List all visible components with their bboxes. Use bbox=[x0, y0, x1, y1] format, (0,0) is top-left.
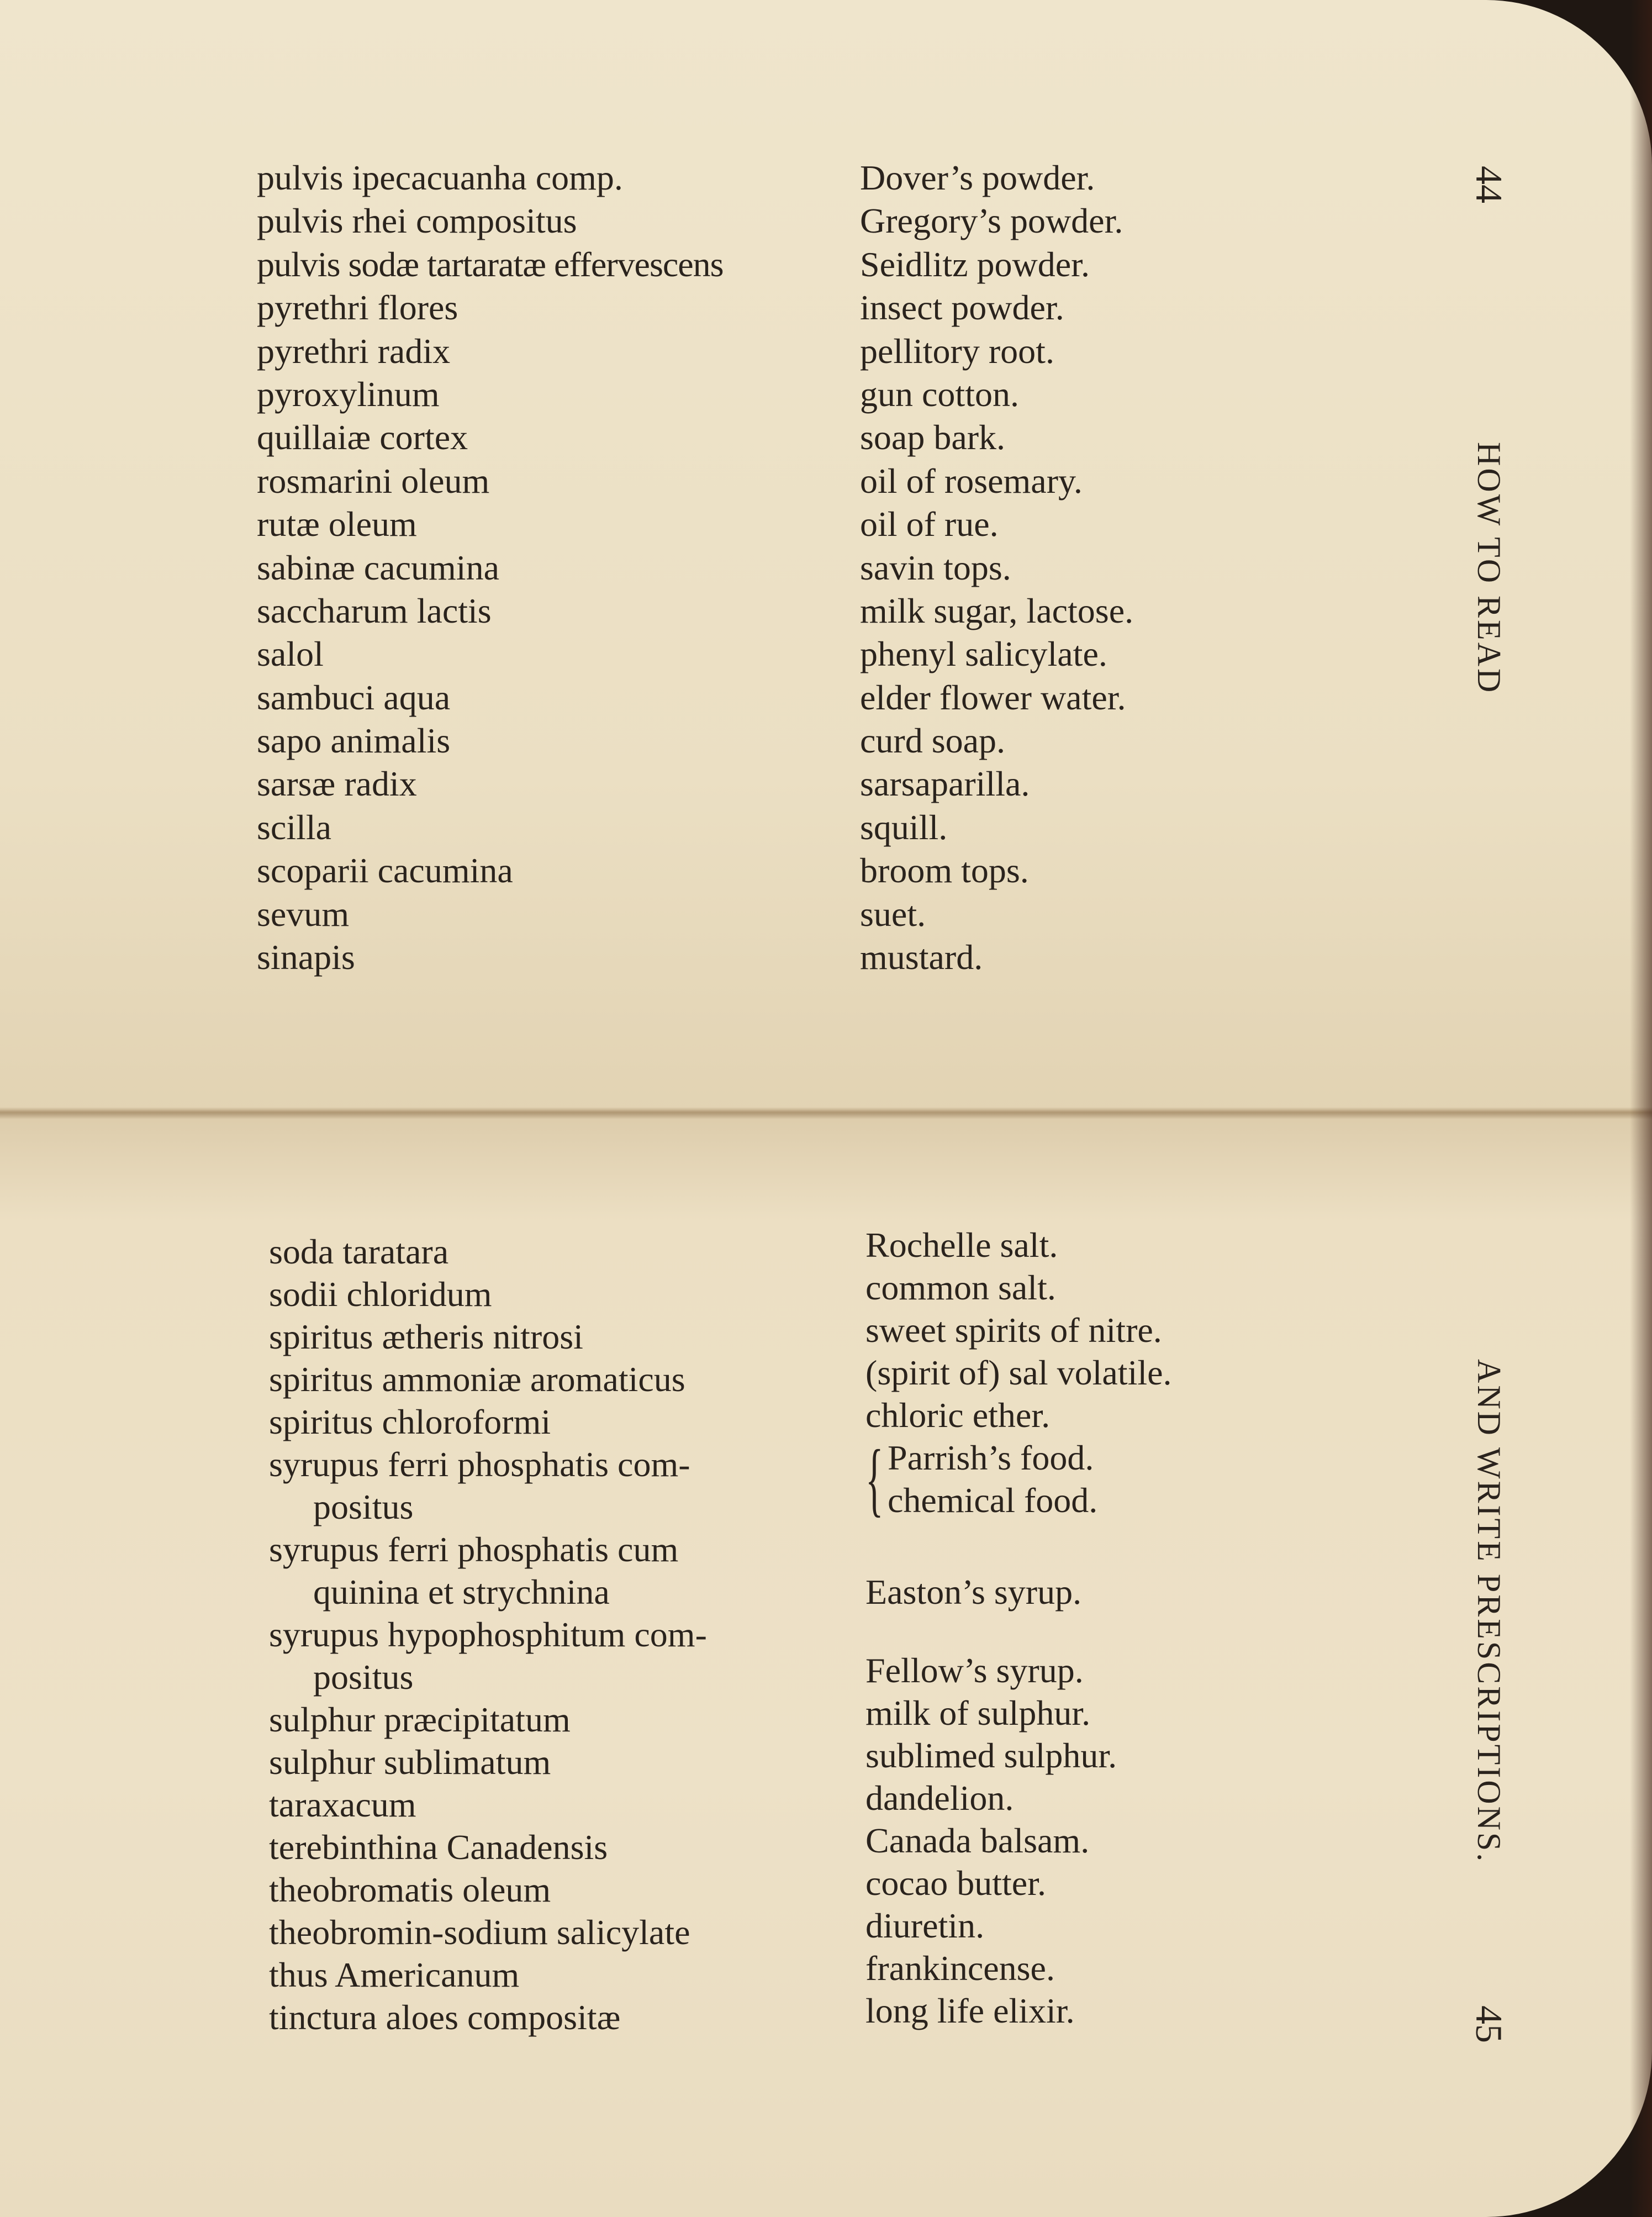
entry-row bbox=[269, 1863, 1263, 1911]
entry-row bbox=[257, 373, 1251, 416]
english-term: sublimed sulphur. bbox=[865, 1736, 1117, 1775]
latin-term: sapo animalis bbox=[257, 721, 451, 761]
english-term: milk of sulphur. bbox=[865, 1693, 1091, 1732]
english-term: squill. bbox=[860, 807, 948, 847]
latin-term: scoparii cacumina bbox=[257, 851, 513, 891]
entry-row bbox=[269, 1906, 1263, 1953]
english-term: Gregory’s powder. bbox=[860, 201, 1123, 241]
entry-list-bottom bbox=[269, 1225, 1263, 2039]
entry-row bbox=[269, 1949, 1263, 1996]
entry-row bbox=[269, 1433, 1263, 1528]
latin-term-line: syrupus ferri phosphatis com- bbox=[269, 1445, 690, 1484]
english-term: suet. bbox=[860, 894, 926, 934]
latin-term: spiritus ammoniæ aromaticus bbox=[269, 1360, 685, 1399]
english-term: savin tops. bbox=[860, 547, 1011, 587]
latin-term-continuation: quinina et strychnina bbox=[313, 1572, 610, 1612]
page-number: 44 bbox=[1468, 166, 1510, 203]
entry-row bbox=[269, 1528, 1263, 1613]
entry-row bbox=[257, 546, 1251, 589]
english-term: Canada balsam. bbox=[865, 1821, 1090, 1860]
english-term: sweet spirits of nitre. bbox=[865, 1310, 1162, 1350]
english-term: sarsaparilla. bbox=[860, 764, 1030, 804]
latin-term: pulvis rhei compositus bbox=[257, 201, 577, 241]
english-term: soap bark. bbox=[860, 418, 1006, 457]
english-term: oil of rosemary. bbox=[860, 461, 1083, 501]
english-term: Parrish’s food. bbox=[888, 1438, 1094, 1477]
english-term: broom tops. bbox=[860, 851, 1029, 891]
latin-term: terebinthina Canadensis bbox=[269, 1828, 608, 1867]
running-head: AND WRITE PRESCRIPTIONS. bbox=[1471, 1359, 1507, 1864]
english-term: gun cotton. bbox=[860, 374, 1019, 414]
brace-group bbox=[865, 1433, 1098, 1525]
latin-term: pyrethri radix bbox=[257, 331, 451, 371]
entry-row bbox=[257, 243, 1251, 286]
english-term: long life elixir. bbox=[865, 1991, 1075, 2030]
latin-term: saccharum lactis bbox=[257, 591, 492, 630]
latin-term: pyroxylinum bbox=[257, 374, 440, 414]
english-term: mustard. bbox=[860, 938, 983, 977]
latin-term: pulvis sodæ tartaratæ effervescens bbox=[257, 244, 724, 284]
latin-term: sinapis bbox=[257, 938, 355, 977]
english-term: curd soap. bbox=[860, 721, 1006, 761]
latin-term: sarsæ radix bbox=[257, 764, 417, 804]
english-term: milk sugar, lactose. bbox=[860, 591, 1134, 630]
entry-row bbox=[257, 676, 1251, 719]
entry-list-top bbox=[257, 156, 1251, 979]
latin-term: sodii chloridum bbox=[269, 1275, 492, 1314]
latin-term: rosmarini oleum bbox=[257, 461, 490, 501]
entry-row bbox=[257, 762, 1251, 805]
english-term: (spirit of) sal volatile. bbox=[865, 1353, 1172, 1392]
entry-row bbox=[269, 1991, 1263, 2039]
english-term: chemical food. bbox=[888, 1481, 1098, 1520]
latin-term: quillaiæ cortex bbox=[257, 418, 468, 457]
latin-term: sulphur sublimatum bbox=[269, 1742, 551, 1782]
entry-row bbox=[257, 460, 1251, 503]
english-term: dandelion. bbox=[865, 1778, 1014, 1818]
english-term: Rochelle salt. bbox=[865, 1225, 1058, 1265]
english-term: oil of rue. bbox=[860, 504, 999, 544]
latin-term bbox=[269, 1443, 690, 1528]
latin-term: sulphur præcipitatum bbox=[269, 1700, 571, 1739]
latin-term: sabinæ cacumina bbox=[257, 547, 499, 587]
entry-row bbox=[257, 893, 1251, 936]
latin-term: pyrethri flores bbox=[257, 288, 458, 328]
english-term: elder flower water. bbox=[860, 677, 1126, 717]
english-term: chloric ether. bbox=[865, 1396, 1051, 1435]
english-term-group bbox=[888, 1436, 1097, 1521]
english-term: Seidlitz powder. bbox=[860, 244, 1090, 284]
entry-row bbox=[257, 503, 1251, 546]
entry-row bbox=[257, 719, 1251, 762]
entry-row bbox=[269, 1778, 1263, 1826]
entry-row bbox=[269, 1821, 1263, 1868]
latin-term: spiritus chloroformi bbox=[269, 1402, 551, 1441]
page-fold bbox=[0, 1107, 1652, 1119]
latin-term: pulvis ipecacuanha comp. bbox=[257, 158, 623, 197]
latin-term: spiritus ætheris nitrosi bbox=[269, 1317, 583, 1356]
latin-term-continuation: positus bbox=[313, 1657, 414, 1697]
english-term: common salt. bbox=[865, 1268, 1056, 1307]
latin-term: theobromin-sodium salicylate bbox=[269, 1913, 690, 1952]
entry-row bbox=[269, 1353, 1263, 1400]
entry-row bbox=[269, 1736, 1263, 1783]
english-term: Fellow’s syrup. bbox=[865, 1651, 1084, 1690]
latin-term-continuation: positus bbox=[313, 1487, 414, 1526]
brace-symbol: { bbox=[865, 1433, 884, 1525]
latin-term: tinctura aloes compositæ bbox=[269, 1998, 621, 2037]
latin-term: sevum bbox=[257, 894, 350, 934]
running-head: HOW TO READ bbox=[1471, 442, 1507, 695]
latin-term-line: syrupus hypophosphitum com- bbox=[269, 1615, 707, 1654]
entry-row bbox=[269, 1613, 1263, 1698]
entry-row bbox=[257, 156, 1251, 199]
english-term: Dover’s powder. bbox=[860, 158, 1095, 197]
page-number: 45 bbox=[1468, 2005, 1510, 2043]
latin-term: scilla bbox=[257, 807, 332, 847]
english-term: insect powder. bbox=[860, 288, 1064, 328]
book-edge-shadow bbox=[1630, 0, 1652, 2217]
latin-term: rutæ oleum bbox=[257, 504, 417, 544]
entry-row bbox=[269, 1225, 1263, 1273]
entry-row bbox=[257, 416, 1251, 459]
entry-row bbox=[257, 199, 1251, 243]
latin-term-line: syrupus ferri phosphatis cum bbox=[269, 1530, 679, 1569]
english-term: phenyl salicylate. bbox=[860, 634, 1107, 674]
latin-term: theobromatis oleum bbox=[269, 1870, 551, 1909]
latin-term: taraxacum bbox=[269, 1785, 416, 1824]
latin-term: soda taratara bbox=[269, 1232, 449, 1271]
english-term: cocao butter. bbox=[865, 1863, 1046, 1903]
latin-term bbox=[269, 1613, 707, 1698]
english-term: diuretin. bbox=[865, 1906, 985, 1945]
latin-term: sambuci aqua bbox=[257, 677, 451, 717]
entry-row bbox=[257, 806, 1251, 849]
entry-row bbox=[257, 633, 1251, 676]
latin-term: thus Americanum bbox=[269, 1955, 520, 1994]
entry-row bbox=[269, 1396, 1263, 1443]
latin-term bbox=[269, 1528, 678, 1613]
english-term: frankincense. bbox=[865, 1949, 1055, 1988]
entry-row bbox=[257, 286, 1251, 329]
english-term: Easton’s syrup. bbox=[865, 1572, 1082, 1612]
english-term: pellitory root. bbox=[860, 331, 1054, 371]
entry-row bbox=[257, 849, 1251, 892]
entry-row bbox=[257, 330, 1251, 373]
entry-row bbox=[257, 589, 1251, 633]
latin-term: salol bbox=[257, 634, 324, 674]
entry-row bbox=[257, 936, 1251, 979]
